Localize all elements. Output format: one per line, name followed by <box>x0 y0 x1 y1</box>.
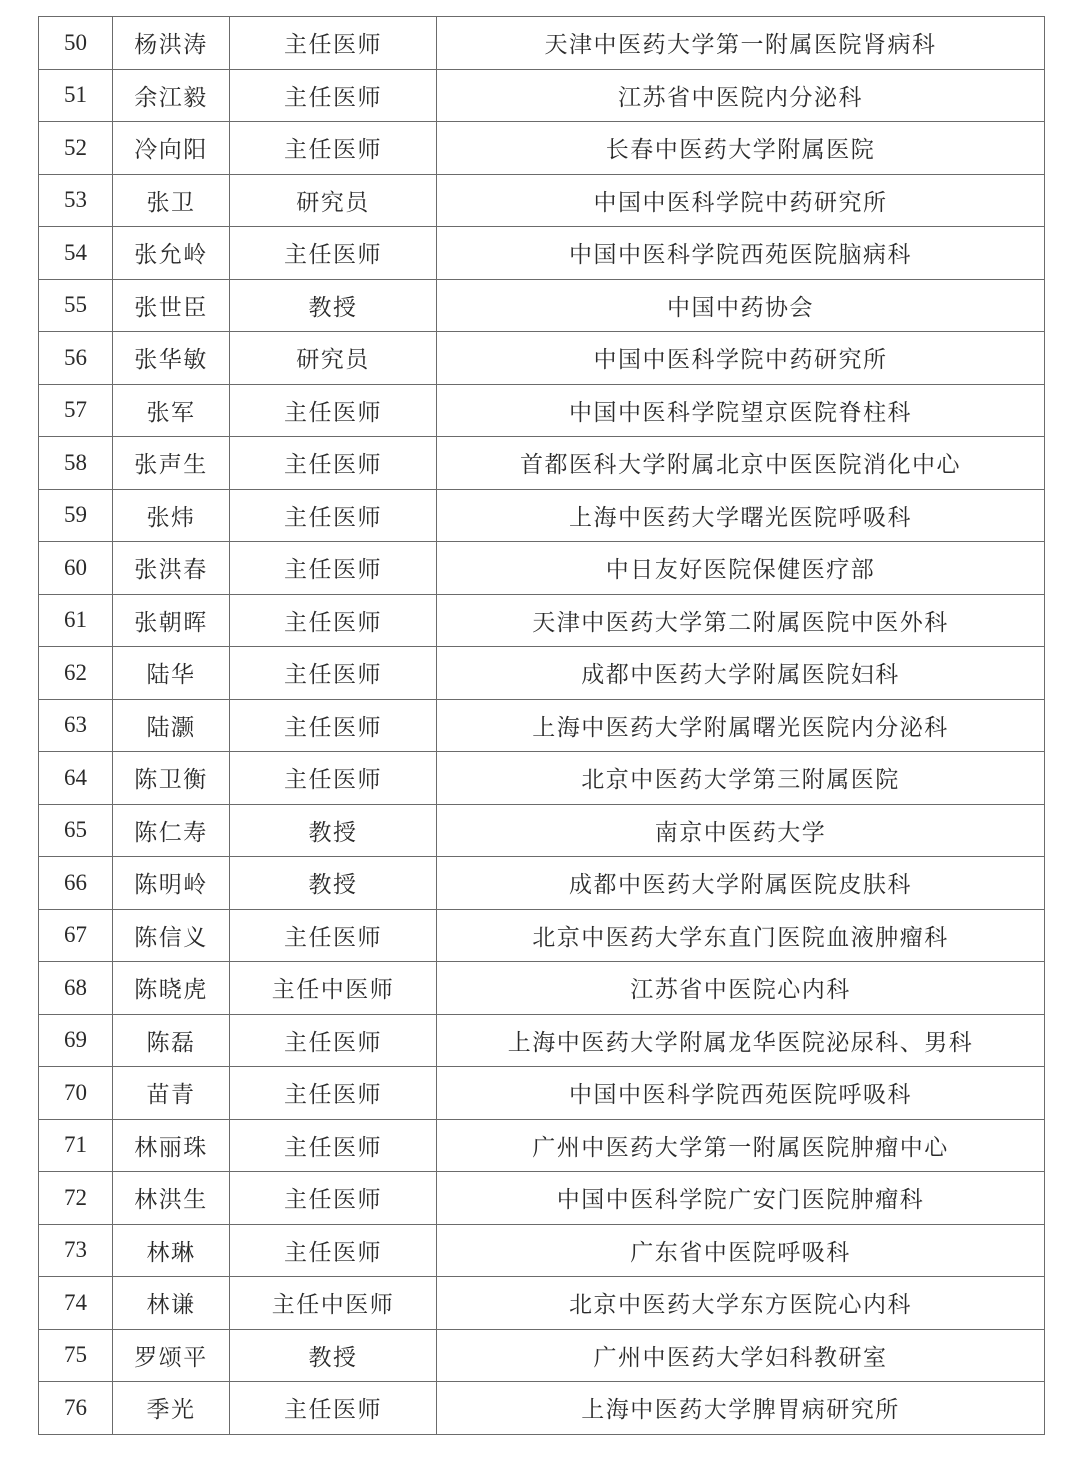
title-cell: 主任医师 <box>230 227 437 280</box>
row-number-cell: 64 <box>39 752 113 805</box>
title-cell: 主任医师 <box>230 122 437 175</box>
table-row <box>39 1277 1045 1330</box>
name-cell: 冷向阳 <box>113 122 230 175</box>
table-row <box>39 1014 1045 1067</box>
organization-cell: 南京中医药大学 <box>437 804 1045 857</box>
organization-cell: 上海中医药大学附属曙光医院内分泌科 <box>437 699 1045 752</box>
title-cell: 主任医师 <box>230 909 437 962</box>
organization-cell: 江苏省中医院心内科 <box>437 962 1045 1015</box>
table-row <box>39 542 1045 595</box>
title-cell: 主任医师 <box>230 1067 437 1120</box>
table-row <box>39 489 1045 542</box>
organization-cell: 中国中医科学院西苑医院脑病科 <box>437 227 1045 280</box>
title-cell: 主任医师 <box>230 69 437 122</box>
title-cell: 教授 <box>230 804 437 857</box>
name-cell: 陆灏 <box>113 699 230 752</box>
row-number-cell: 58 <box>39 437 113 490</box>
organization-cell: 江苏省中医院内分泌科 <box>437 69 1045 122</box>
title-cell: 主任医师 <box>230 699 437 752</box>
row-number-cell: 62 <box>39 647 113 700</box>
organization-cell: 中国中医科学院中药研究所 <box>437 332 1045 385</box>
name-cell: 张卫 <box>113 174 230 227</box>
title-cell: 主任医师 <box>230 437 437 490</box>
organization-cell: 中国中医科学院广安门医院肿瘤科 <box>437 1172 1045 1225</box>
row-number-cell: 76 <box>39 1382 113 1435</box>
name-cell: 杨洪涛 <box>113 17 230 70</box>
name-cell: 陈磊 <box>113 1014 230 1067</box>
table-row <box>39 332 1045 385</box>
name-cell: 张声生 <box>113 437 230 490</box>
name-cell: 林洪生 <box>113 1172 230 1225</box>
table-row <box>39 1067 1045 1120</box>
title-cell: 主任医师 <box>230 594 437 647</box>
organization-cell: 中国中药协会 <box>437 279 1045 332</box>
organization-cell: 长春中医药大学附属医院 <box>437 122 1045 175</box>
row-number-cell: 71 <box>39 1119 113 1172</box>
row-number-cell: 54 <box>39 227 113 280</box>
title-cell: 主任医师 <box>230 542 437 595</box>
organization-cell: 北京中医药大学第三附属医院 <box>437 752 1045 805</box>
table-row <box>39 1119 1045 1172</box>
title-cell: 主任医师 <box>230 647 437 700</box>
name-cell: 张洪春 <box>113 542 230 595</box>
organization-cell: 中日友好医院保健医疗部 <box>437 542 1045 595</box>
name-cell: 陈明岭 <box>113 857 230 910</box>
organization-cell: 广州中医药大学第一附属医院肿瘤中心 <box>437 1119 1045 1172</box>
row-number-cell: 50 <box>39 17 113 70</box>
organization-cell: 北京中医药大学东方医院心内科 <box>437 1277 1045 1330</box>
row-number-cell: 65 <box>39 804 113 857</box>
row-number-cell: 56 <box>39 332 113 385</box>
row-number-cell: 60 <box>39 542 113 595</box>
table-row <box>39 857 1045 910</box>
table-row <box>39 1224 1045 1277</box>
expert-list-page <box>38 16 1044 1435</box>
row-number-cell: 59 <box>39 489 113 542</box>
organization-cell: 天津中医药大学第一附属医院肾病科 <box>437 17 1045 70</box>
name-cell: 陆华 <box>113 647 230 700</box>
row-number-cell: 52 <box>39 122 113 175</box>
name-cell: 陈晓虎 <box>113 962 230 1015</box>
organization-cell: 成都中医药大学附属医院妇科 <box>437 647 1045 700</box>
name-cell: 陈信义 <box>113 909 230 962</box>
name-cell: 陈卫衡 <box>113 752 230 805</box>
table-row <box>39 699 1045 752</box>
table-row <box>39 384 1045 437</box>
organization-cell: 广东省中医院呼吸科 <box>437 1224 1045 1277</box>
table-row <box>39 962 1045 1015</box>
table-row <box>39 804 1045 857</box>
title-cell: 主任医师 <box>230 1014 437 1067</box>
table-row <box>39 1382 1045 1435</box>
title-cell: 教授 <box>230 857 437 910</box>
title-cell: 研究员 <box>230 174 437 227</box>
name-cell: 林谦 <box>113 1277 230 1330</box>
row-number-cell: 68 <box>39 962 113 1015</box>
title-cell: 主任医师 <box>230 1119 437 1172</box>
organization-cell: 中国中医科学院西苑医院呼吸科 <box>437 1067 1045 1120</box>
expert-table <box>38 16 1045 1435</box>
name-cell: 张允岭 <box>113 227 230 280</box>
title-cell: 主任医师 <box>230 752 437 805</box>
row-number-cell: 53 <box>39 174 113 227</box>
organization-cell: 上海中医药大学附属龙华医院泌尿科、男科 <box>437 1014 1045 1067</box>
title-cell: 教授 <box>230 1329 437 1382</box>
title-cell: 主任医师 <box>230 1224 437 1277</box>
row-number-cell: 57 <box>39 384 113 437</box>
row-number-cell: 74 <box>39 1277 113 1330</box>
row-number-cell: 75 <box>39 1329 113 1382</box>
table-row <box>39 1329 1045 1382</box>
row-number-cell: 63 <box>39 699 113 752</box>
name-cell: 张华敏 <box>113 332 230 385</box>
title-cell: 教授 <box>230 279 437 332</box>
name-cell: 余江毅 <box>113 69 230 122</box>
title-cell: 主任医师 <box>230 1172 437 1225</box>
name-cell: 罗颂平 <box>113 1329 230 1382</box>
table-row <box>39 594 1045 647</box>
table-row <box>39 647 1045 700</box>
row-number-cell: 51 <box>39 69 113 122</box>
name-cell: 张炜 <box>113 489 230 542</box>
table-row <box>39 122 1045 175</box>
table-row <box>39 1172 1045 1225</box>
organization-cell: 中国中医科学院中药研究所 <box>437 174 1045 227</box>
name-cell: 张军 <box>113 384 230 437</box>
organization-cell: 首都医科大学附属北京中医医院消化中心 <box>437 437 1045 490</box>
table-row <box>39 752 1045 805</box>
organization-cell: 成都中医药大学附属医院皮肤科 <box>437 857 1045 910</box>
table-row <box>39 437 1045 490</box>
name-cell: 季光 <box>113 1382 230 1435</box>
name-cell: 陈仁寿 <box>113 804 230 857</box>
table-row <box>39 69 1045 122</box>
title-cell: 研究员 <box>230 332 437 385</box>
row-number-cell: 69 <box>39 1014 113 1067</box>
table-row <box>39 17 1045 70</box>
table-row <box>39 174 1045 227</box>
title-cell: 主任医师 <box>230 17 437 70</box>
row-number-cell: 67 <box>39 909 113 962</box>
table-row <box>39 909 1045 962</box>
row-number-cell: 70 <box>39 1067 113 1120</box>
table-row <box>39 227 1045 280</box>
title-cell: 主任中医师 <box>230 962 437 1015</box>
organization-cell: 北京中医药大学东直门医院血液肿瘤科 <box>437 909 1045 962</box>
organization-cell: 上海中医药大学曙光医院呼吸科 <box>437 489 1045 542</box>
row-number-cell: 55 <box>39 279 113 332</box>
organization-cell: 上海中医药大学脾胃病研究所 <box>437 1382 1045 1435</box>
title-cell: 主任中医师 <box>230 1277 437 1330</box>
name-cell: 张世臣 <box>113 279 230 332</box>
title-cell: 主任医师 <box>230 489 437 542</box>
row-number-cell: 72 <box>39 1172 113 1225</box>
row-number-cell: 73 <box>39 1224 113 1277</box>
name-cell: 林琳 <box>113 1224 230 1277</box>
title-cell: 主任医师 <box>230 1382 437 1435</box>
row-number-cell: 66 <box>39 857 113 910</box>
name-cell: 张朝晖 <box>113 594 230 647</box>
expert-table-body <box>39 17 1045 1435</box>
table-row <box>39 279 1045 332</box>
name-cell: 林丽珠 <box>113 1119 230 1172</box>
title-cell: 主任医师 <box>230 384 437 437</box>
row-number-cell: 61 <box>39 594 113 647</box>
name-cell: 苗青 <box>113 1067 230 1120</box>
organization-cell: 天津中医药大学第二附属医院中医外科 <box>437 594 1045 647</box>
organization-cell: 广州中医药大学妇科教研室 <box>437 1329 1045 1382</box>
organization-cell: 中国中医科学院望京医院脊柱科 <box>437 384 1045 437</box>
